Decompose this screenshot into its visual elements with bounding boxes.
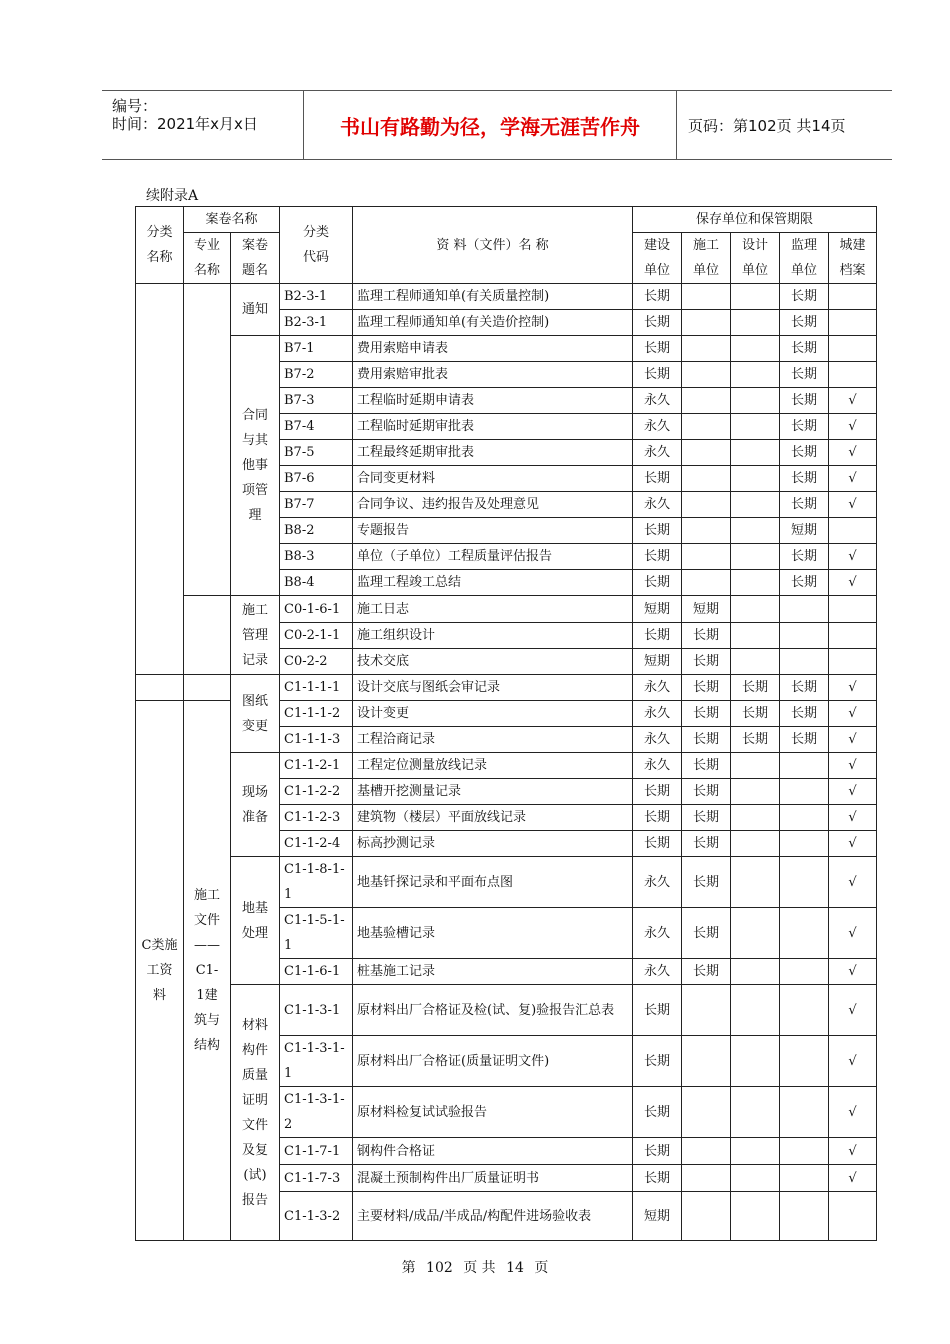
cell-construct (682, 336, 731, 362)
cell-design (731, 570, 780, 596)
table-row (136, 857, 877, 908)
cell-name: 地基钎探记录和平面布点图 (353, 857, 633, 908)
cell-code: C1-1-8-1-1 (280, 857, 353, 908)
cell-construct: 长期 (682, 675, 731, 701)
cell-supervise: 短期 (780, 518, 829, 544)
table-row (136, 596, 877, 623)
cell-name: 原材料检复试试验报告 (353, 1087, 633, 1138)
cell-build: 长期 (633, 779, 682, 805)
cell-design (731, 985, 780, 1036)
header-construct: 施工单位 (682, 233, 731, 284)
archive-table (135, 206, 877, 1241)
cell-supervise (780, 1138, 829, 1165)
cell-supervise: 长期 (780, 492, 829, 518)
cell-construct (682, 985, 731, 1036)
cell-build: 长期 (633, 466, 682, 492)
cell-design (731, 336, 780, 362)
category-cell: C类施工资料 (136, 701, 184, 1241)
cell-build: 长期 (633, 623, 682, 649)
cell-archive: √ (829, 1036, 877, 1087)
cell-code: B7-1 (280, 336, 353, 362)
cell-build: 长期 (633, 1138, 682, 1165)
table-row (136, 753, 877, 779)
cell-code: B7-4 (280, 414, 353, 440)
cell-build: 永久 (633, 908, 682, 959)
date-label: 时间：2021年x月x日 (112, 115, 258, 133)
cell-code: B7-2 (280, 362, 353, 388)
cell-build: 永久 (633, 727, 682, 753)
cell-name: 桩基施工记录 (353, 959, 633, 985)
major-cell (184, 284, 231, 596)
cell-build: 长期 (633, 831, 682, 857)
cell-build: 长期 (633, 1036, 682, 1087)
cell-design (731, 1087, 780, 1138)
cell-code: C1-1-3-1-1 (280, 1036, 353, 1087)
cell-construct (682, 310, 731, 336)
cell-design (731, 518, 780, 544)
cell-name: 工程洽商记录 (353, 727, 633, 753)
cell-code: C1-1-1-3 (280, 727, 353, 753)
cell-name: 原材料出厂合格证及检(试、复)验报告汇总表 (353, 985, 633, 1036)
cell-design (731, 1165, 780, 1192)
header-build: 建设单位 (633, 233, 682, 284)
case-title-cell: 施工管理记录 (231, 596, 280, 675)
document-header (102, 90, 892, 160)
cell-construct (682, 362, 731, 388)
header-case-name: 案卷名称 (184, 207, 280, 233)
cell-code: C1-1-2-2 (280, 779, 353, 805)
cell-code: C0-1-6-1 (280, 596, 353, 623)
case-title-cell: 材料构件质量证明文件及复(试)报告 (231, 985, 280, 1241)
cell-supervise: 长期 (780, 336, 829, 362)
cell-supervise: 长期 (780, 414, 829, 440)
cell-construct (682, 388, 731, 414)
cell-code: C1-1-7-1 (280, 1138, 353, 1165)
cell-construct: 长期 (682, 959, 731, 985)
cell-build: 永久 (633, 701, 682, 727)
cell-code: B8-4 (280, 570, 353, 596)
cell-construct (682, 1036, 731, 1087)
cell-supervise: 长期 (780, 727, 829, 753)
cell-archive: √ (829, 805, 877, 831)
cell-name: 地基验槽记录 (353, 908, 633, 959)
cell-supervise (780, 1036, 829, 1087)
cell-design (731, 1138, 780, 1165)
appendix-title: 续附录A (146, 188, 199, 204)
header-major: 专业名称 (184, 233, 231, 284)
cell-archive (829, 310, 877, 336)
cell-supervise (780, 623, 829, 649)
cell-supervise (780, 908, 829, 959)
cell-design (731, 440, 780, 466)
cell-supervise (780, 779, 829, 805)
cell-archive: √ (829, 570, 877, 596)
cell-archive (829, 362, 877, 388)
cell-archive: √ (829, 857, 877, 908)
cell-name: 费用索赔申请表 (353, 336, 633, 362)
cell-archive (829, 336, 877, 362)
header-supervise: 监理单位 (780, 233, 829, 284)
cell-build: 永久 (633, 753, 682, 779)
major-cell (184, 596, 231, 675)
cell-design (731, 492, 780, 518)
cell-supervise: 长期 (780, 570, 829, 596)
table-row (136, 284, 877, 310)
cell-build: 永久 (633, 440, 682, 466)
cell-archive: √ (829, 959, 877, 985)
header-category: 分类名称 (136, 207, 184, 284)
footer-mid: 页 共 (463, 1260, 496, 1276)
cell-build: 长期 (633, 985, 682, 1036)
cell-construct (682, 492, 731, 518)
cell-construct: 短期 (682, 596, 731, 623)
cell-supervise (780, 753, 829, 779)
major-cell (184, 675, 231, 701)
cell-supervise (780, 985, 829, 1036)
footer-total: 14 (506, 1260, 524, 1276)
cell-name: 建筑物（楼层）平面放线记录 (353, 805, 633, 831)
cell-archive (829, 649, 877, 675)
cell-build: 长期 (633, 544, 682, 570)
cell-archive: √ (829, 985, 877, 1036)
cell-construct (682, 1192, 731, 1241)
cell-name: 技术交底 (353, 649, 633, 675)
cell-construct (682, 414, 731, 440)
cell-construct: 长期 (682, 623, 731, 649)
cell-name: 单位（子单位）工程质量评估报告 (353, 544, 633, 570)
cell-build: 长期 (633, 805, 682, 831)
cell-design (731, 857, 780, 908)
cell-archive (829, 596, 877, 623)
cell-name: 施工日志 (353, 596, 633, 623)
cell-supervise: 长期 (780, 544, 829, 570)
cell-code: C1-1-3-1 (280, 985, 353, 1036)
cell-archive: √ (829, 466, 877, 492)
cell-build: 长期 (633, 518, 682, 544)
cell-construct: 长期 (682, 649, 731, 675)
header-code: 分类代码 (280, 207, 353, 284)
cell-code: C1-1-1-2 (280, 701, 353, 727)
cell-code: C1-1-3-1-2 (280, 1087, 353, 1138)
cell-archive: √ (829, 1165, 877, 1192)
cell-construct (682, 1087, 731, 1138)
cell-build: 短期 (633, 649, 682, 675)
cell-construct (682, 466, 731, 492)
cell-code: C1-1-1-1 (280, 675, 353, 701)
cell-archive (829, 1192, 877, 1241)
case-title-cell: 现场准备 (231, 753, 280, 857)
cell-construct (682, 570, 731, 596)
cell-design (731, 284, 780, 310)
header-storage: 保存单位和保管期限 (633, 207, 877, 233)
cell-construct (682, 518, 731, 544)
cell-build: 长期 (633, 336, 682, 362)
cell-archive: √ (829, 831, 877, 857)
cell-supervise (780, 1192, 829, 1241)
cell-name: 工程临时延期审批表 (353, 414, 633, 440)
cell-design (731, 649, 780, 675)
cell-design (731, 466, 780, 492)
case-title-cell: 通知 (231, 284, 280, 336)
cell-supervise: 长期 (780, 701, 829, 727)
cell-name: 工程定位测量放线记录 (353, 753, 633, 779)
cell-construct: 长期 (682, 908, 731, 959)
cell-supervise: 长期 (780, 675, 829, 701)
cell-name: 标高抄测记录 (353, 831, 633, 857)
cell-build: 永久 (633, 675, 682, 701)
cell-name: 监理工程竣工总结 (353, 570, 633, 596)
cell-build: 永久 (633, 959, 682, 985)
cell-archive: √ (829, 908, 877, 959)
cell-design (731, 544, 780, 570)
cell-code: C1-1-2-4 (280, 831, 353, 857)
cell-build: 长期 (633, 310, 682, 336)
cell-construct: 长期 (682, 701, 731, 727)
cell-name: 合同变更材料 (353, 466, 633, 492)
cell-supervise (780, 805, 829, 831)
cell-code: C0-2-2 (280, 649, 353, 675)
cell-construct: 长期 (682, 753, 731, 779)
cell-name: 施工组织设计 (353, 623, 633, 649)
cell-design (731, 596, 780, 623)
cell-supervise (780, 1165, 829, 1192)
cell-archive: √ (829, 1087, 877, 1138)
cell-archive: √ (829, 414, 877, 440)
cell-design: 长期 (731, 701, 780, 727)
cell-construct: 长期 (682, 779, 731, 805)
cell-name: 设计变更 (353, 701, 633, 727)
cell-construct (682, 284, 731, 310)
cell-code: B8-2 (280, 518, 353, 544)
cell-code: B7-7 (280, 492, 353, 518)
cell-code: C0-2-1-1 (280, 623, 353, 649)
cell-supervise: 长期 (780, 388, 829, 414)
header-archive: 城建档案 (829, 233, 877, 284)
cell-construct (682, 440, 731, 466)
cell-design (731, 753, 780, 779)
number-label: 编号： (112, 97, 158, 115)
cell-construct: 长期 (682, 805, 731, 831)
cell-name: 设计交底与图纸会审记录 (353, 675, 633, 701)
cell-design: 长期 (731, 675, 780, 701)
cell-code: B2-3-1 (280, 284, 353, 310)
cell-name: 钢构件合格证 (353, 1138, 633, 1165)
cell-construct: 长期 (682, 831, 731, 857)
cell-archive: √ (829, 727, 877, 753)
cell-supervise (780, 959, 829, 985)
header-case-title: 案卷题名 (231, 233, 280, 284)
cell-supervise: 长期 (780, 440, 829, 466)
cell-code: C1-1-6-1 (280, 959, 353, 985)
cell-archive: √ (829, 701, 877, 727)
cell-supervise (780, 831, 829, 857)
footer-prefix: 第 (401, 1260, 416, 1276)
header-motto: 书山有路勤为径，学海无涯苦作舟 (304, 91, 677, 159)
cell-design (731, 388, 780, 414)
cell-construct: 长期 (682, 727, 731, 753)
cell-design (731, 362, 780, 388)
cell-name: 工程临时延期申请表 (353, 388, 633, 414)
cell-code: C1-1-2-1 (280, 753, 353, 779)
cell-archive: √ (829, 779, 877, 805)
cell-build: 短期 (633, 596, 682, 623)
cell-construct: 长期 (682, 857, 731, 908)
cell-build: 永久 (633, 492, 682, 518)
cell-code: C1-1-7-3 (280, 1165, 353, 1192)
cell-supervise: 长期 (780, 310, 829, 336)
cell-archive: √ (829, 440, 877, 466)
cell-construct (682, 1138, 731, 1165)
category-cell (136, 284, 184, 675)
cell-name: 监理工程师通知单(有关质量控制) (353, 284, 633, 310)
footer-suffix: 页 (534, 1260, 549, 1276)
table-row (136, 675, 877, 701)
cell-supervise (780, 649, 829, 675)
cell-build: 长期 (633, 284, 682, 310)
cell-supervise (780, 596, 829, 623)
table-row (136, 985, 877, 1036)
cell-design (731, 1192, 780, 1241)
case-title-cell: 合同与其他事项管理 (231, 336, 280, 596)
case-title-cell: 地基处理 (231, 857, 280, 985)
cell-archive (829, 518, 877, 544)
cell-name: 主要材料/成品/半成品/构配件进场验收表 (353, 1192, 633, 1241)
table-row (136, 336, 877, 362)
cell-design (731, 1036, 780, 1087)
cell-archive: √ (829, 675, 877, 701)
cell-code: C1-1-3-2 (280, 1192, 353, 1241)
header-page-info: 页码：第102页 共14页 (688, 116, 846, 135)
cell-build: 长期 (633, 1087, 682, 1138)
page-footer (0, 1257, 950, 1277)
cell-supervise: 长期 (780, 466, 829, 492)
cell-design (731, 414, 780, 440)
cell-supervise (780, 857, 829, 908)
cell-name: 监理工程师通知单(有关造价控制) (353, 310, 633, 336)
cell-build: 永久 (633, 857, 682, 908)
cell-design (731, 959, 780, 985)
cell-code: C1-1-2-3 (280, 805, 353, 831)
footer-page-num: 102 (426, 1260, 453, 1276)
case-title-cell: 图纸变更 (231, 675, 280, 753)
cell-build: 长期 (633, 1165, 682, 1192)
cell-construct (682, 1165, 731, 1192)
cell-archive: √ (829, 753, 877, 779)
cell-name: 工程最终延期审批表 (353, 440, 633, 466)
cell-name: 混凝土预制构件出厂质量证明书 (353, 1165, 633, 1192)
cell-code: B7-6 (280, 466, 353, 492)
cell-design (731, 310, 780, 336)
cell-construct (682, 544, 731, 570)
cell-archive: √ (829, 388, 877, 414)
cell-code: B2-3-1 (280, 310, 353, 336)
cell-build: 永久 (633, 388, 682, 414)
cell-build: 永久 (633, 414, 682, 440)
cell-name: 原材料出厂合格证(质量证明文件) (353, 1036, 633, 1087)
cell-supervise (780, 1087, 829, 1138)
header-doc-name: 资 料（文件）名 称 (353, 207, 633, 284)
cell-name: 专题报告 (353, 518, 633, 544)
cell-code: B8-3 (280, 544, 353, 570)
cell-design (731, 779, 780, 805)
cell-design (731, 831, 780, 857)
cell-supervise: 长期 (780, 284, 829, 310)
cell-design (731, 623, 780, 649)
cell-archive: √ (829, 492, 877, 518)
cell-code: B7-3 (280, 388, 353, 414)
cell-build: 长期 (633, 362, 682, 388)
cell-supervise: 长期 (780, 362, 829, 388)
cell-archive: √ (829, 1138, 877, 1165)
cell-design (731, 908, 780, 959)
cell-archive: √ (829, 544, 877, 570)
major-cell: 施工文件——C1-1建筑与结构 (184, 701, 231, 1241)
cell-name: 合同争议、违约报告及处理意见 (353, 492, 633, 518)
cell-code: C1-1-5-1-1 (280, 908, 353, 959)
cell-build: 长期 (633, 570, 682, 596)
cell-name: 基槽开挖测量记录 (353, 779, 633, 805)
category-cell (136, 675, 184, 701)
header-meta (102, 91, 304, 159)
cell-name: 费用索赔审批表 (353, 362, 633, 388)
cell-design (731, 805, 780, 831)
cell-archive (829, 623, 877, 649)
header-design: 设计单位 (731, 233, 780, 284)
cell-build: 短期 (633, 1192, 682, 1241)
cell-design: 长期 (731, 727, 780, 753)
cell-code: B7-5 (280, 440, 353, 466)
cell-archive (829, 284, 877, 310)
